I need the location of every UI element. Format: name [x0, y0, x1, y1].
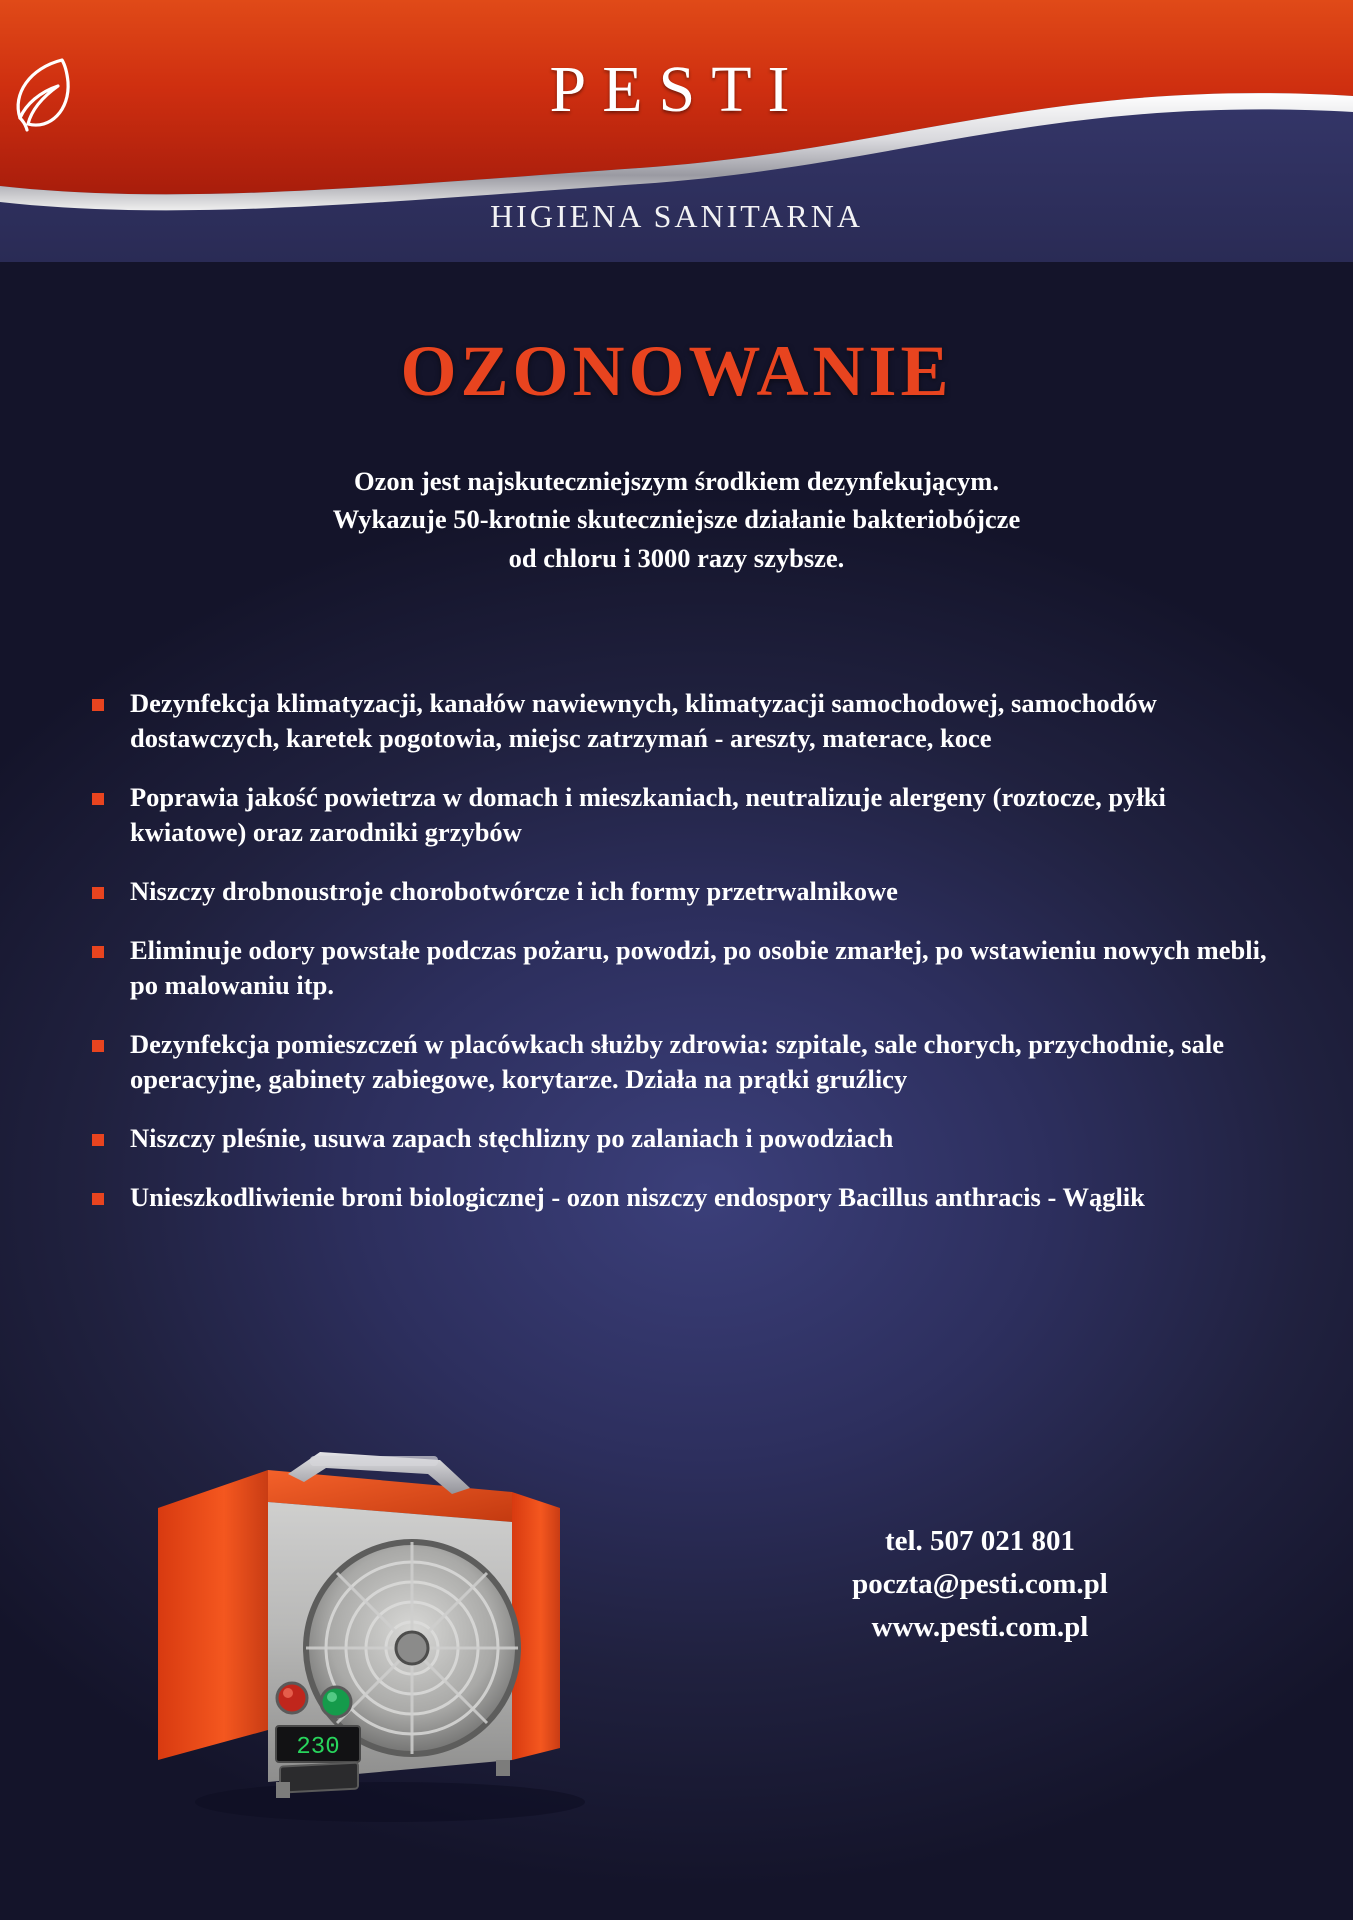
brand-name: PESTI	[549, 53, 806, 126]
list-item-text: Eliminuje odory powstałe podczas pożaru, powodzi, po osobie zmarłej, po wstawieniu nowych mebli, po malowaniu itp.	[130, 934, 1267, 1000]
list-item	[88, 686, 1278, 756]
list-item	[88, 874, 1278, 909]
lead-line: Wykazuje 50-krotnie skuteczniejsze działanie bakteriobójcze	[332, 504, 1021, 535]
list-item-text: Niszczy drobnoustroje chorobotwórcze i ich formy przetrwalnikowe	[130, 875, 898, 906]
bullet-square-icon	[92, 1193, 104, 1205]
lead-line: Ozon jest najskuteczniejszym środkiem dezynfekującym.	[353, 466, 999, 496]
brand-logo	[0, 52, 1353, 128]
bullet-square-icon	[92, 1040, 104, 1052]
ozone-generator-image	[140, 1430, 610, 1830]
page-title: OZONOWANIE	[400, 331, 953, 411]
list-item	[88, 1180, 1278, 1215]
contact-block	[700, 1520, 1260, 1649]
list-item	[88, 780, 1278, 850]
list-item	[88, 1027, 1278, 1097]
contact-email[interactable]: poczta@pesti.com.pl	[852, 1567, 1108, 1600]
list-item	[88, 933, 1278, 1003]
list-item	[88, 1121, 1278, 1156]
list-item-text: Niszczy pleśnie, usuwa zapach stęchlizny po zalaniach i powodziach	[130, 1122, 894, 1153]
contact-website[interactable]: www.pesti.com.pl	[871, 1610, 1089, 1643]
benefits-list	[88, 686, 1278, 1239]
list-item-text: Dezynfekcja pomieszczeń w placówkach służby zdrowia: szpitale, sale chorych, przychodnie, sale operacyjne, gabinety zabiegowe, korytarze. Działa na prątki gruźlicy	[130, 1028, 1224, 1094]
list-item-text: Poprawia jakość powietrza w domach i mieszkaniach, neutralizuje alergeny (roztocze, pyłki kwiatowe) oraz zarodniki grzybów	[130, 781, 1166, 847]
brand-subtitle: HIGIENA SANITARNA	[490, 198, 863, 234]
lead-line: od chloru i 3000 razy szybsze.	[508, 542, 845, 573]
bullet-square-icon	[92, 793, 104, 805]
bullet-square-icon	[92, 887, 104, 899]
bullet-square-icon	[92, 1134, 104, 1146]
list-item-text: Unieszkodliwienie broni biologicznej - ozon niszczy endospory Bacillus anthracis - Wąglik	[130, 1181, 1145, 1212]
contact-phone[interactable]: tel. 507 021 801	[884, 1525, 1076, 1557]
list-item-text: Dezynfekcja klimatyzacji, kanałów nawiewnych, klimatyzacji samochodowej, samochodów dostawczych, karetek pogotowia, miejsc zatrzymań - areszty, materace, koce	[130, 688, 1157, 753]
bullet-square-icon	[92, 946, 104, 958]
lead-paragraph	[0, 462, 1353, 577]
header-banner	[0, 0, 1353, 262]
display-value: 230	[296, 1734, 340, 1761]
bullet-square-icon	[92, 699, 104, 711]
